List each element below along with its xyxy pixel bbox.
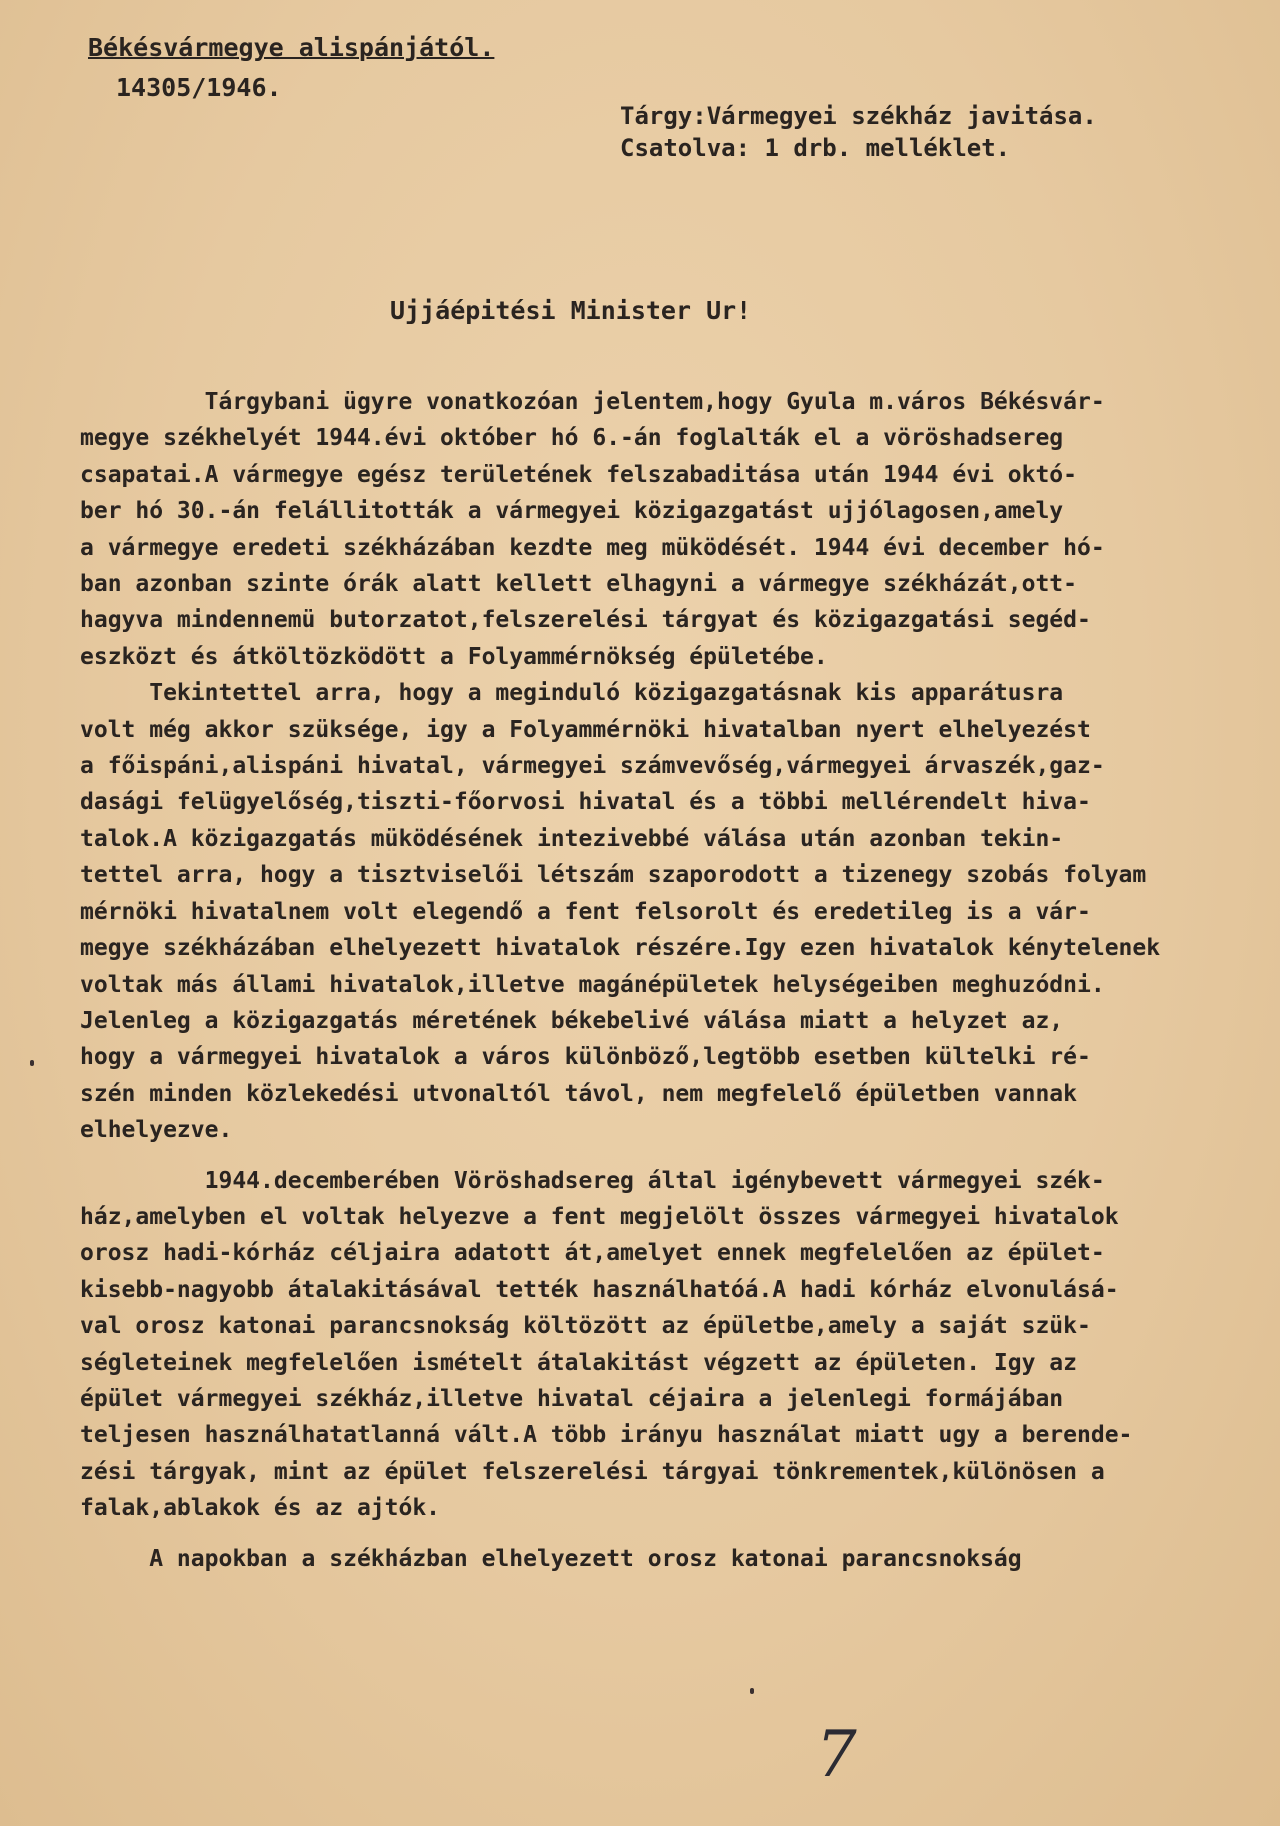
- body-line: mérnöki hivatalnem volt elegendő a fent felsorolt és eredetileg is a vár-: [80, 898, 1091, 925]
- body-line: a főispáni,alispáni hivatal, vármegyei számvevőség,vármegyei árvaszék,gaz-: [80, 753, 1105, 780]
- body-line: Jelenleg a közigazgatás méretének békebelivé válása miatt a helyzet az,: [80, 1007, 1064, 1034]
- body-line: hogy a vármegyei hivatalok a város különböző,legtöbb esetben kültelki ré-: [80, 1044, 1091, 1071]
- body-line: kisebb-nagyobb átalakitásával tették használhatóá.A hadi kórház elvonulásá-: [80, 1276, 1119, 1303]
- body-line: zési tárgyak, mint az épület felszerelési tárgyai tönkrementek,különösen a: [80, 1458, 1105, 1485]
- body-line: csapatai.A vármegye egész területének felszabaditása után 1944 évi októ-: [80, 461, 1077, 488]
- body-line: ségleteinek megfelelően ismételt átalakitást végzett az épületen. Igy az: [80, 1349, 1077, 1376]
- subject-line: Tárgy:Vármegyei székház javitása.: [620, 102, 1097, 130]
- letter-body: [80, 384, 1270, 1577]
- body-line: megye székházában elhelyezett hivatalok részére.Igy ezen hivatalok kénytelenek: [80, 935, 1161, 962]
- body-line: ber hó 30.-án felállitották a vármegyei közigazgatást ujjólagosen,amely: [80, 498, 1064, 525]
- salutation: Ujjáépitési Minister Ur!: [390, 296, 752, 325]
- body-line: Tekintettel arra, hogy a meginduló közigazgatásnak kis apparátusra: [80, 680, 1064, 707]
- body-line: épület vármegyei székház,illetve hivatal céjaira a jelenlegi formájában: [80, 1385, 1064, 1412]
- sender-block: [88, 28, 494, 108]
- body-line: falak,ablakok és az ajtók.: [80, 1495, 441, 1522]
- issuing-office: Békésvármegye alispánjától.: [88, 33, 495, 62]
- body-line: dasági felügyelőség,tiszti-főorvosi hivatal és a többi mellérendelt hiva-: [80, 789, 1091, 816]
- body-line: val orosz katonai parancsnokság költözött az épületbe,amely a saját szük-: [80, 1313, 1091, 1340]
- body-line: tettel arra, hogy a tisztviselői létszám szaporodott a tizenegy szobás folyam: [80, 862, 1147, 889]
- body-line: voltak más állami hivatalok,illetve magánépületek helységeiben meghuzódni.: [80, 971, 1105, 998]
- body-line: Tárgybani ügyre vonatkozóan jelentem,hogy Gyula m.város Békésvár-: [80, 389, 1105, 415]
- body-line: volt még akkor szüksége, igy a Folyammérnöki hivatalban nyert elhelyezést: [80, 716, 1091, 743]
- ink-speck: [30, 1060, 34, 1066]
- body-line: ban azonban szinte órák alatt kellett elhagyni a vármegye székházát,ott-: [80, 571, 1077, 598]
- body-line: eszközt és átköltözködött a Folyammérnökség épületébe.: [80, 643, 828, 670]
- body-line: 1944.decemberében Vöröshadsereg által igénybevett vármegyei szék-: [80, 1167, 1105, 1194]
- body-line: megye székhelyét 1944.évi október hó 6.-án foglalták el a vöröshadsereg: [80, 425, 1064, 452]
- page-number: 7: [816, 1718, 857, 1792]
- body-line: elhelyezve.: [80, 1117, 233, 1144]
- body-line: szén minden közlekedési utvonaltól távol, nem megfelelő épületben vannak: [80, 1080, 1077, 1107]
- body-line: ház,amelyben el voltak helyezve a fent megjelölt összes vármegyei hivatalok: [80, 1203, 1119, 1230]
- body-line: A napokban a székházban elhelyezett orosz katonai parancsnokság: [80, 1545, 1022, 1572]
- body-line: orosz hadi-kórház céljaira adatott át,amelyet ennek megfelelően az épület-: [80, 1240, 1105, 1267]
- body-line: teljesen használhatatlanná vált.A több irányu használat miatt ugy a berende-: [80, 1422, 1133, 1449]
- attachment-line: Csatolva: 1 drb. melléklet.: [620, 134, 1011, 162]
- ink-speck: [750, 1688, 754, 1694]
- body-line: hagyva mindennemü butorzatot,felszerelési tárgyat és közigazgatási segéd-: [80, 607, 1091, 634]
- reference-number: 14305/1946.: [116, 73, 282, 102]
- body-line: a vármegye eredeti székházában kezdte meg müködését. 1944 évi december hó-: [80, 534, 1105, 561]
- subject-block: [620, 100, 1097, 164]
- body-line: talok.A közigazgatás müködésének intezivebbé válása után azonban tekin-: [80, 825, 1064, 852]
